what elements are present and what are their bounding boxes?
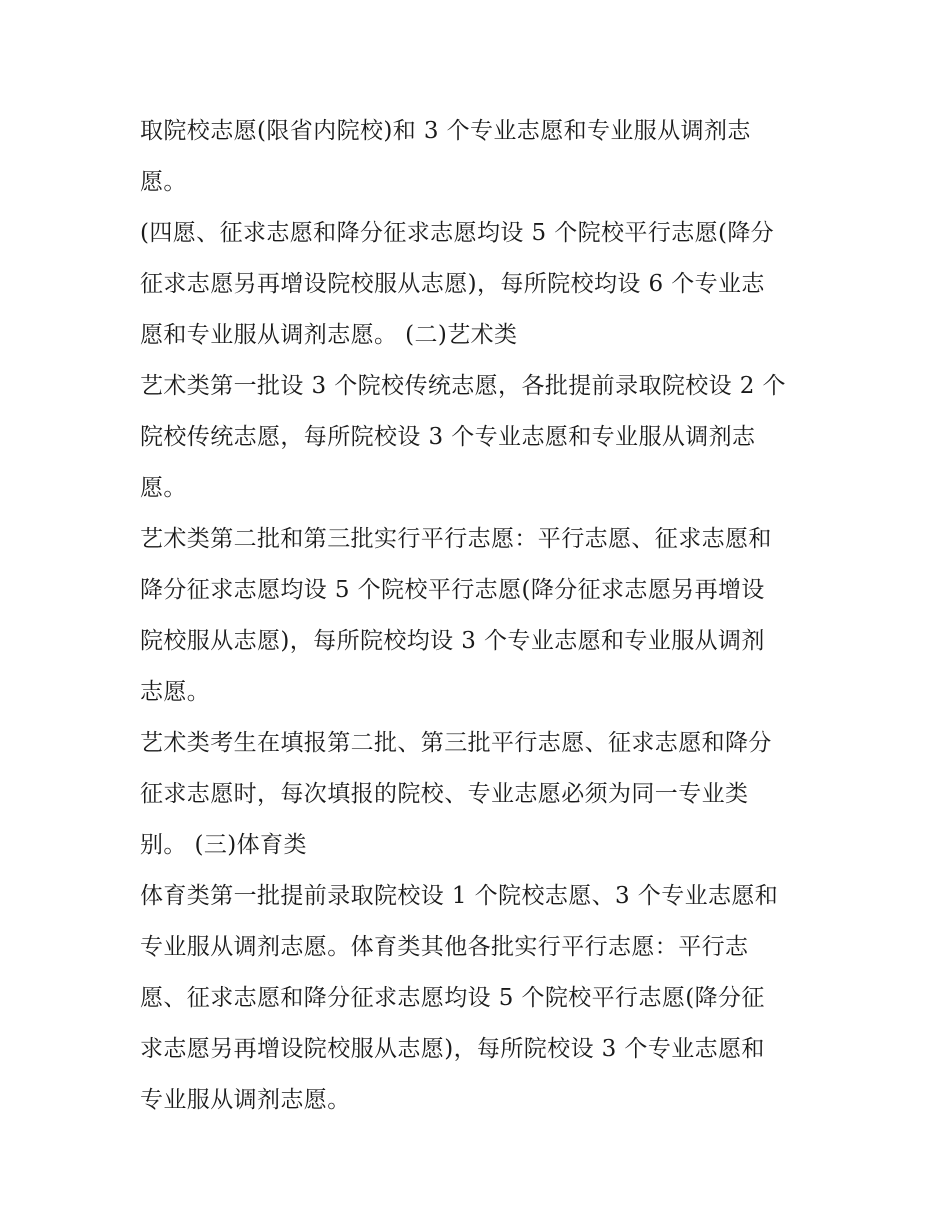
text-line: 体育类第一批提前录取院校设 1 个院校志愿、3 个专业志愿和 xyxy=(140,883,779,909)
text-line: 求志愿另再增设院校服从志愿)，每所院校设 3 个专业志愿和 xyxy=(140,1036,765,1062)
text-line: 别。 (三)体育类 xyxy=(140,832,307,858)
text-line: 愿、征求志愿和降分征求志愿均设 5 个院校平行志愿(降分征 xyxy=(140,985,765,1011)
text-line: (四愿、征求志愿和降分征求志愿均设 5 个院校平行志愿(降分 xyxy=(140,220,775,246)
text-line: 专业服从调剂志愿。 xyxy=(140,1087,351,1113)
text-line: 愿。 xyxy=(140,169,187,195)
text-line: 院校服从志愿)，每所院校均设 3 个专业志愿和专业服从调剂 xyxy=(140,628,765,654)
text-line: 艺术类第二批和第三批实行平行志愿：平行志愿、征求志愿和 xyxy=(140,526,772,552)
text-line: 院校传统志愿，每所院校设 3 个专业志愿和专业服从调剂志 xyxy=(140,424,756,450)
text-line: 专业服从调剂志愿。体育类其他各批实行平行志愿：平行志 xyxy=(140,934,749,960)
text-line: 愿和专业服从调剂志愿。 (二)艺术类 xyxy=(140,322,518,348)
text-line: 降分征求志愿均设 5 个院校平行志愿(降分征求志愿另再增设 xyxy=(140,577,765,603)
body-text xyxy=(140,106,830,1126)
text-line: 艺术类第一批设 3 个院校传统志愿，各批提前录取院校设 2 个 xyxy=(140,373,786,399)
text-line: 取院校志愿(限省内院校)和 3 个专业志愿和专业服从调剂志 xyxy=(140,118,751,144)
text-line: 征求志愿时，每次填报的院校、专业志愿必须为同一专业类 xyxy=(140,781,749,807)
text-line: 艺术类考生在填报第二批、第三批平行志愿、征求志愿和降分 xyxy=(140,730,772,756)
text-line: 征求志愿另再增设院校服从志愿)，每所院校均设 6 个专业志 xyxy=(140,271,765,297)
text-line: 志愿。 xyxy=(140,679,211,705)
text-line: 愿。 xyxy=(140,475,187,501)
